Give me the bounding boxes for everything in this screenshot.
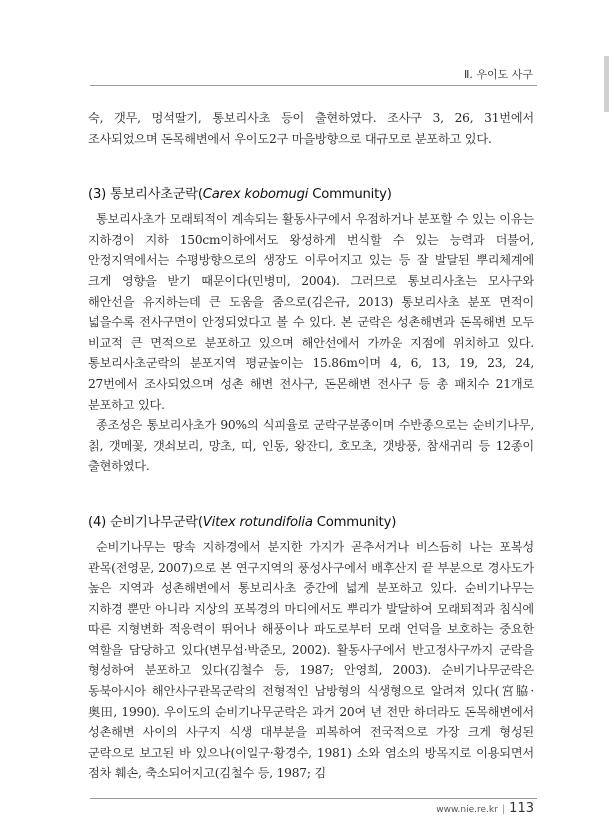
section-heading-carex bbox=[88, 183, 534, 202]
heading-prefix: (3) 통보리사초군락( bbox=[88, 187, 203, 203]
section-title: Ⅱ. 우이도 사구 bbox=[463, 68, 533, 81]
carex-paragraph-1: 통보리사초가 모래퇴적이 계속되는 활동사구에서 우점하거나 분포할 수 있는 이유는 지하경이 지하 150cm이하에서도 왕성하게 번식할 수 있는 능력과 더불어, 안정지역에서는 수평방향으로의 생장도 이루어지고 있는 등 잘 발달된 뿌리체계에 크게 영향을 받기 때문이다(민병미, 2004). 그러므로 통보리사초는 모사구와 해안선을 유지하는데 큰 도움을 줌으로(김은규, 2013) 통보리사초 분포 면적이 넓을수록 전사구면이 안정되었다고 볼 수 있다. 본 군락은 성촌해변과 돈목해변 모두 비교적 큰 면적으로 분포하고 있으며 해안선에서 가까운 지점에 위치하고 있다. 통보리사초군락의 분포지역 평균높이는 15.86m이며 4, 6, 13, 19, 23, 24, 27번에서 조사되었으며 성촌 해변 전사구, 돈몬해변 전사구 등 총 패치수 21개로 분포하고 있다. bbox=[88, 212, 534, 412]
page-number: 113 bbox=[509, 801, 534, 816]
footer-url: www.nie.re.kr bbox=[436, 805, 498, 815]
heading-prefix: (4) 순비기나무군락( bbox=[88, 514, 203, 530]
header-divider bbox=[90, 85, 537, 86]
heading-latin-name: Carex kobomugi bbox=[202, 187, 309, 203]
heading-suffix: Community) bbox=[312, 514, 397, 530]
section-heading-vitex bbox=[88, 511, 534, 530]
carex-paragraph-2: 종조성은 통보리사초가 90%의 식피율로 군락구분종이며 수반종으로는 순비기나무, 칡, 갯메꽃, 갯쇠보리, 망초, 띠, 인동, 왕잔디, 호모초, 갯방풍, 참새귀리 등 12종이 출현하였다. bbox=[88, 418, 534, 474]
footer-separator: | bbox=[501, 804, 506, 815]
page-footer bbox=[436, 797, 534, 816]
heading-suffix: Community) bbox=[308, 187, 392, 203]
heading-latin-name: Vitex rotundifolia bbox=[202, 514, 313, 530]
running-header bbox=[0, 56, 609, 86]
intro-paragraph: 숙, 갯무, 멍석딸기, 통보리사초 등이 출현하였다. 조사구 3, 26, 31번에서 조사되었으며 돈목해변에서 우이도2구 마을방향으로 대규모로 분포하고 있다. bbox=[88, 111, 534, 146]
page-body bbox=[88, 108, 534, 784]
thumb-index-tab bbox=[604, 56, 609, 112]
vitex-paragraph-1: 순비기나무는 땅속 지하경에서 분지한 가지가 곧추서거나 비스듬히 나는 포복성 관목(전영문, 2007)으로 본 연구지역의 풍성사구에서 배후산지 끝 부분으로 경사도가 높은 지역과 성촌해변에서 통보리사초 중간에 넓게 분포하고 있다. 순비기나무는 지하경 뿐만 아니라 지상의 포복경의 마디에서도 뿌리가 발달하여 모래퇴적과 침식에 따른 지형변화 적응력이 뛰어나 해풍이나 파도로부터 모래 언덕을 보호하는 중요한 역할을 담당하고 있다(변무섭·박준모, 2002). 활동사구에서 반고정사구까지 군락을 형성하여 분포하고 있다(김철수 등, 1987; 안영희, 2003). 순비기나무군락은 동북아시아 해안사구관목군락의 전형적인 남방형의 식생형으로 알려져 있다(宮脇·奥田, 1990). 우이도의 순비기나무군락은 과거 20여 년 전만 하더라도 돈목해변에서 성촌해변 사이의 사구지 식생 대부분을 피복하여 전국적으로 가장 크게 형성된 군락으로 보고된 바 있으나(이일구·황경수, 1981) 소와 염소의 방목지로 이용되면서 점차 훼손, 축소되어지고(김철수 등, 1987; 김 bbox=[88, 539, 534, 781]
